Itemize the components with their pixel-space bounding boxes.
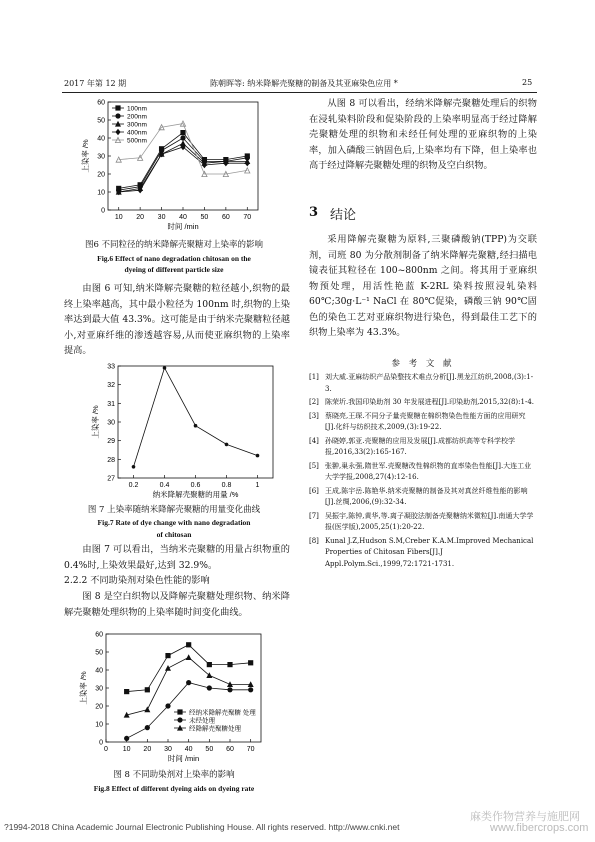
- y-tick-label: 27: [107, 475, 115, 483]
- y-tick-label: 32: [107, 382, 115, 390]
- left-paragraph-3: 图 8 是空白织物以及降解壳聚糖处理织物、纳米降解壳聚糖处理织物的上染率随时间变化曲线。: [64, 591, 290, 618]
- data-point: [248, 660, 253, 665]
- y-tick-label: 50: [97, 117, 105, 125]
- data-point: [144, 706, 150, 712]
- data-point: [145, 687, 150, 692]
- fig6-chart: [66, 96, 266, 240]
- fig7-svg: [66, 360, 281, 500]
- y-tick-label: 28: [107, 456, 115, 464]
- y-tick-label: 20: [97, 171, 105, 179]
- fig7-caption-en-2: of chitosan: [156, 530, 192, 539]
- x-axis-label: 时间 /min: [167, 222, 199, 231]
- right-paragraph-2: 采用降解壳聚糖为原料,三聚磷酸钠(TPP)为交联剂，司班 80 为分散剂制备了纳米降解壳聚糖,经扫描电镜表征其粒径在 100~800nm 之间。将其用于亚麻织物预处理，用活性艳蓝 K-2RL 染料按照浸轧染料 60℃;30g·L⁻¹ NaCl 在 80℃促染，磷酸三钠 90℃固色的染色工艺对亚麻织物进行染色，得到最佳工艺下的织物上染率为 43.3%。: [309, 234, 537, 338]
- legend-label: 未经处理: [189, 717, 215, 725]
- y-axis-label: 上染率 /%: [79, 671, 88, 705]
- journal-issue: 2017 年第 12 期: [64, 79, 127, 88]
- watermark-url: www.fibercrops.com: [490, 822, 589, 834]
- data-point: [256, 454, 260, 458]
- reference-item: [309, 397, 541, 409]
- legend-label: 300nm: [127, 121, 147, 129]
- legend-swatch-marker: [177, 717, 182, 722]
- x-tick-label: 30: [157, 214, 166, 221]
- reference-text: 刘大威.亚麻纺织产品染整技术难点分析[J].黑龙江纺织,2008,(3):1-3.: [325, 373, 534, 393]
- left-paragraph-1: 由图 6 可知,纳米降解壳聚糖的粒径越小,织物的最终上染率越高，其中最小粒径为 100nm 时,织物的上染率达到最大值 43.3%。这可能是由于纳米壳聚糖粒径越小,对亚麻纤维的渗透越容易,从而使亚麻织物的上染率提高。: [64, 283, 290, 356]
- y-tick-label: 60: [97, 99, 105, 107]
- y-tick-label: 0: [101, 207, 105, 215]
- legend-swatch-marker: [115, 113, 120, 118]
- conclusion-section-number: 3: [309, 205, 319, 220]
- y-tick-label: 50: [95, 649, 103, 657]
- copyright-footer: ?1994-2018 China Academic Journal Electronic Publishing House. All rights reserved. http://www.cnki.net: [4, 822, 400, 832]
- legend-swatch-marker: [177, 709, 182, 714]
- data-point: [194, 424, 198, 428]
- x-tick-label: 50: [200, 214, 209, 221]
- legend-swatch-marker: [115, 105, 120, 110]
- reference-number: [3]: [309, 411, 319, 420]
- reference-text: 蔡晓亮,王琛.不同分子量壳聚糖在棉织物染色性能方面的应用研究[J].化纤与纺织技术,2009,(3):19-22.: [325, 411, 526, 431]
- data-point: [207, 662, 212, 667]
- y-tick-label: 40: [95, 667, 103, 675]
- y-axis-label: 上染率 /%: [81, 139, 90, 173]
- reference-item: [309, 436, 541, 459]
- x-axis-label: 时间 /min: [167, 754, 200, 763]
- data-point: [245, 160, 250, 166]
- data-point: [180, 135, 185, 140]
- data-point: [165, 703, 170, 708]
- data-point: [124, 689, 129, 694]
- y-tick-label: 40: [97, 135, 105, 143]
- y-tick-label: 10: [97, 189, 105, 197]
- page-number: 25: [522, 78, 533, 87]
- data-point: [132, 465, 136, 469]
- reference-number: [8]: [309, 536, 319, 545]
- reference-number: [6]: [309, 486, 319, 495]
- series-line: [134, 368, 258, 467]
- data-point: [145, 725, 150, 730]
- x-tick-label: 20: [143, 746, 152, 753]
- fig8-svg: [66, 628, 271, 766]
- data-point: [225, 443, 229, 447]
- reference-text: 孙晓婷,郭亚.壳聚糖的应用及发展[J].成都纺织高等专科学校学报,2016,33(2):165-167.: [325, 436, 515, 456]
- x-axis-label: 纳米降解壳聚糖的用量 /%: [152, 490, 239, 499]
- reference-item: [309, 461, 541, 484]
- data-point: [165, 653, 170, 658]
- y-tick-label: 60: [95, 631, 103, 639]
- legend-swatch-marker: [115, 129, 120, 135]
- reference-text: 王成,陈宇岳.陈艳华.纳米壳聚糖的制备及其对真丝纤维性能的影响[J].丝绸,2006,(9):32-34.: [325, 486, 528, 506]
- data-point: [165, 665, 171, 671]
- x-tick-label: 0.8: [221, 482, 232, 489]
- reference-text: 张翀,巢永强,隋世军.壳聚糖改性棉织物的直率染色性能[J].大连工业大学学报,2008,27(4):12-16.: [325, 461, 532, 481]
- reference-number: [5]: [309, 461, 319, 470]
- running-title: 陈朝晖等: 纳米降解壳聚糖的制备及其亚麻染色应用 *: [210, 79, 398, 88]
- reference-item: [309, 372, 541, 395]
- y-tick-label: 29: [107, 438, 115, 446]
- data-point: [163, 366, 167, 370]
- x-tick-label: 10: [122, 746, 131, 753]
- reference-number: [4]: [309, 436, 319, 445]
- y-tick-label: 10: [95, 721, 103, 729]
- x-tick-label: 40: [184, 746, 193, 753]
- y-tick-label: 30: [97, 153, 105, 161]
- x-tick-label: 20: [136, 214, 145, 221]
- fig6-caption-en-1: Fig.6 Effect of nano degradation chitosan on the: [97, 254, 251, 263]
- data-point: [186, 654, 192, 660]
- legend-label: 100nm: [127, 105, 147, 113]
- data-point: [186, 642, 191, 647]
- fig7-caption-cn: 图 7 上染率随纳米降解壳聚糖的用量变化曲线: [87, 505, 261, 515]
- x-tick-label: 0.2: [128, 482, 139, 489]
- y-tick-label: 30: [107, 419, 115, 427]
- reference-item: [309, 486, 541, 509]
- x-tick-label: 60: [221, 214, 230, 221]
- plot-frame: [118, 366, 273, 478]
- reference-number: [7]: [309, 511, 319, 520]
- data-point: [180, 130, 185, 135]
- x-tick-label: 70: [243, 214, 252, 221]
- data-point: [207, 685, 212, 690]
- fig6-svg: [66, 96, 266, 236]
- references-title: 参 考 文 献: [391, 359, 455, 369]
- fig8-caption-cn: 图 8 不同助染剂对上染率的影响: [113, 770, 235, 780]
- y-tick-label: 30: [95, 685, 103, 693]
- legend-label: 400nm: [127, 129, 147, 137]
- legend-label: 经降解壳聚糖处理: [189, 725, 241, 733]
- y-tick-label: 20: [95, 703, 103, 711]
- fig8-chart: [66, 628, 271, 770]
- reference-text: Kunal J.Z,Hudson S.M,Creber K.A.M.Improved Mechanical Properties of Chitosan Fibers[J].J Appl.Polym.Sci.,1999,72:1721-1731.: [325, 536, 534, 568]
- x-tick-label: 0.4: [159, 482, 170, 489]
- y-tick-label: 33: [107, 363, 115, 371]
- y-tick-label: 31: [107, 400, 115, 408]
- x-tick-label: 40: [179, 214, 187, 221]
- x-tick-label: 70: [246, 746, 255, 753]
- x-tick-label: 0: [104, 746, 108, 753]
- fig8-caption-en: Fig.8 Effect of different dyeing aids on dyeing rate: [93, 784, 255, 793]
- x-tick-label: 30: [164, 746, 172, 753]
- fig6-caption-en-2: dyeing of different particle size: [124, 265, 224, 274]
- reference-number: [2]: [309, 398, 319, 406]
- data-point: [124, 736, 129, 741]
- reference-number: [1]: [309, 373, 319, 381]
- data-point: [186, 680, 191, 685]
- y-tick-label: 0: [99, 739, 103, 747]
- x-tick-label: 50: [205, 746, 214, 753]
- references-list: [309, 372, 541, 572]
- fig7-chart: [66, 360, 281, 504]
- reference-item: [309, 511, 541, 534]
- x-tick-label: 10: [114, 214, 123, 221]
- fig7-caption-en-1: Fig.7 Rate of dye change with nano degradation: [97, 518, 251, 527]
- x-tick-label: 60: [226, 746, 234, 753]
- data-point: [248, 687, 253, 692]
- legend-label: 500nm: [127, 137, 147, 145]
- reference-item: [309, 536, 541, 571]
- conclusion-section-title: 结论: [330, 208, 357, 223]
- x-tick-label: 1: [255, 482, 260, 489]
- reference-item: [309, 411, 541, 434]
- y-axis-label: 上染率 /%: [91, 405, 100, 439]
- reference-text: 吴振宇,陈钟,黄华,等.离子凝胶法制备壳聚糖纳米微粒[J].南通大学学报(医学版),2005,25(1):20-22.: [325, 511, 534, 531]
- x-tick-label: 0.6: [190, 482, 201, 489]
- left-subsection-title: 2.2.2 不同助染剂对染色性能的影响: [64, 575, 210, 586]
- legend-label: 200nm: [127, 113, 147, 121]
- watermark-cn: 麻类作物营养与施肥网: [470, 811, 580, 823]
- data-point: [227, 662, 232, 667]
- legend-label: 经纳米降解壳聚糖 处理: [189, 709, 256, 717]
- fig6-caption-cn: 图6 不同粒径的纳米降解壳聚糖对上染率的影响: [84, 240, 264, 250]
- right-paragraph-1: 从图 8 可以看出，经纳米降解壳聚糖处理后的织物在浸轧染料阶段和促染阶段的上染率明显高于经过降解壳聚糖处理的织物和未经任何处理的亚麻织物的上染率，加入磷酸三钠固色后,上染率均有下降，但上染率也高于经过降解壳聚糖处理的织物及空白织物。: [309, 98, 537, 171]
- header-rule: [62, 92, 537, 93]
- data-point: [227, 687, 232, 692]
- left-paragraph-2: 由图 7 可以看出，当纳米壳聚糖的用量占织物重的 0.4%时,上染效果最好,达到 32.9%。: [64, 544, 290, 571]
- reference-text: 陈荣圻.我国印染助剂 30 年发展进程[J].印染助剂,2015,32(8):1-4.: [325, 398, 535, 406]
